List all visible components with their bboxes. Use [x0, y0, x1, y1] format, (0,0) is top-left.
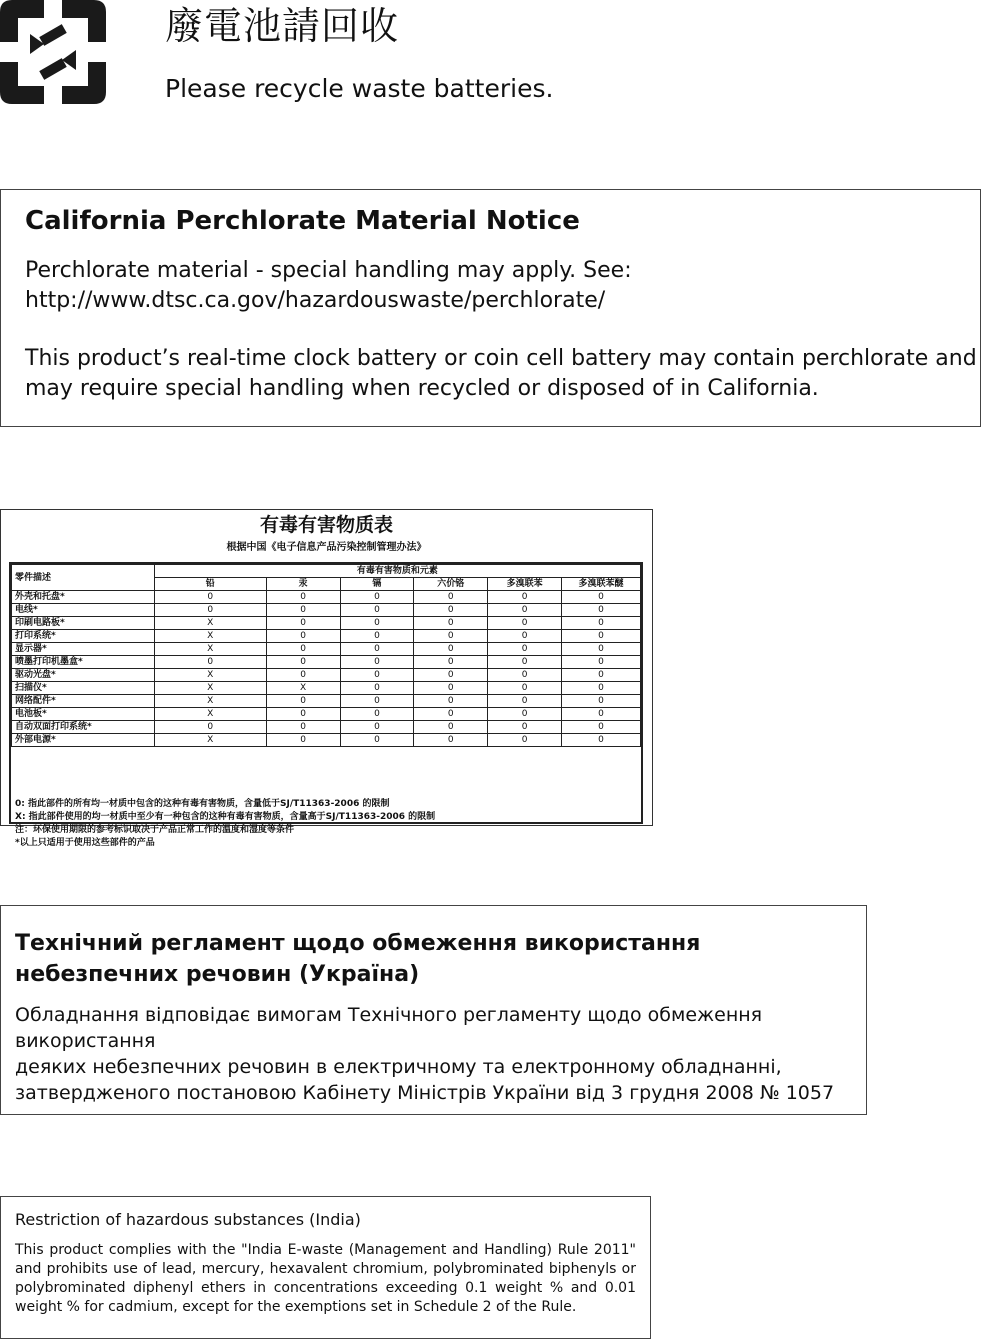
- substance-value-cell: 0: [340, 656, 414, 669]
- substance-value-cell: 0: [154, 591, 266, 604]
- substance-value-cell: 0: [562, 656, 641, 669]
- ukraine-notice-body-line-2: деяких небезпечних речовин в електричному та електронному обладнанні,: [15, 1056, 782, 1078]
- table-row: [12, 695, 641, 708]
- substance-value-cell: 0: [340, 682, 414, 695]
- substance-value-cell: 0: [266, 708, 340, 721]
- substance-value-cell: 0: [414, 682, 488, 695]
- substance-value-cell: X: [154, 695, 266, 708]
- substance-value-cell: 0: [266, 617, 340, 630]
- table-note: X: 指此部件使用的均一材质中至少有一种包含的这种有毒有害物质，含量高于SJ/T11363-2006 的限制: [15, 812, 436, 822]
- substance-value-cell: 0: [340, 721, 414, 734]
- substance-value-cell: 0: [562, 617, 641, 630]
- substance-value-cell: 0: [266, 695, 340, 708]
- substance-value-cell: 0: [414, 617, 488, 630]
- california-perchlorate-notice: [0, 189, 981, 427]
- part-header: 零件描述: [12, 565, 155, 591]
- substance-value-cell: X: [154, 669, 266, 682]
- california-notice-line-3: This product’s real-time clock battery or coin cell battery may contain perchlorate and: [25, 346, 977, 371]
- substance-value-cell: 0: [488, 669, 562, 682]
- battery-recycle-icon: [0, 0, 106, 104]
- substance-value-cell: 0: [154, 604, 266, 617]
- substance-column-header: 多溴联苯醚: [562, 578, 641, 591]
- substance-value-cell: X: [154, 682, 266, 695]
- part-name-cell: 印刷电路板*: [12, 617, 155, 630]
- substance-value-cell: 0: [562, 721, 641, 734]
- india-notice-title: Restriction of hazardous substances (India): [15, 1210, 361, 1229]
- substance-value-cell: 0: [414, 630, 488, 643]
- india-rohs-notice: [0, 1196, 651, 1339]
- china-table-notes: [15, 798, 435, 850]
- part-name-cell: 扫描仪*: [12, 682, 155, 695]
- substance-value-cell: 0: [340, 643, 414, 656]
- substance-value-cell: 0: [414, 656, 488, 669]
- substance-column-header: 铅: [154, 578, 266, 591]
- china-hazardous-substances-table-section: [0, 509, 653, 848]
- table-row: [12, 708, 641, 721]
- ukraine-notice-title-line-2: небезпечних речовин (Україна): [15, 962, 420, 987]
- substance-value-cell: 0: [488, 721, 562, 734]
- substance-value-cell: 0: [562, 604, 641, 617]
- substance-value-cell: 0: [562, 630, 641, 643]
- substance-value-cell: 0: [562, 643, 641, 656]
- substance-value-cell: 0: [340, 669, 414, 682]
- substance-value-cell: 0: [340, 617, 414, 630]
- part-name-cell: 打印系统*: [12, 630, 155, 643]
- substance-value-cell: 0: [266, 656, 340, 669]
- substance-value-cell: 0: [488, 617, 562, 630]
- ukraine-notice-title-line-1: Технічний регламент щодо обмеження використання: [15, 931, 701, 956]
- substance-value-cell: 0: [340, 591, 414, 604]
- ukraine-notice-body-line-1: Обладнання відповідає вимогам Технічного регламенту щодо обмеження використання: [15, 1004, 763, 1052]
- substance-value-cell: 0: [414, 721, 488, 734]
- substance-value-cell: 0: [414, 695, 488, 708]
- table-row: [12, 721, 641, 734]
- substance-value-cell: 0: [340, 604, 414, 617]
- substance-value-cell: 0: [488, 604, 562, 617]
- substance-value-cell: 0: [266, 643, 340, 656]
- substance-value-cell: 0: [488, 708, 562, 721]
- substance-value-cell: 0: [488, 591, 562, 604]
- substance-value-cell: 0: [562, 708, 641, 721]
- china-hazardous-substances-table: [11, 564, 641, 747]
- substance-value-cell: 0: [266, 669, 340, 682]
- substance-value-cell: 0: [340, 630, 414, 643]
- substance-value-cell: 0: [414, 669, 488, 682]
- table-row: [12, 617, 641, 630]
- china-table-frame: [9, 562, 643, 848]
- substance-column-header: 六价铬: [414, 578, 488, 591]
- part-name-cell: 自动双面打印系统*: [12, 721, 155, 734]
- part-name-cell: 喷墨打印机墨盒*: [12, 656, 155, 669]
- table-row: [12, 604, 641, 617]
- battery-recycle-subtitle: Please recycle waste batteries.: [165, 74, 554, 103]
- substance-value-cell: 0: [488, 682, 562, 695]
- part-name-cell: 外壳和托盘*: [12, 591, 155, 604]
- substance-column-header: 汞: [266, 578, 340, 591]
- part-name-cell: 外部电源*: [12, 734, 155, 747]
- table-row: [12, 591, 641, 604]
- california-notice-url: http://www.dtsc.ca.gov/hazardouswaste/perchlorate/: [25, 288, 606, 313]
- part-name-cell: 驱动光盘*: [12, 669, 155, 682]
- substance-value-cell: 0: [414, 591, 488, 604]
- table-note: *以上只适用于使用这些部件的产品: [15, 838, 155, 848]
- substance-value-cell: X: [266, 682, 340, 695]
- substance-value-cell: 0: [562, 669, 641, 682]
- substance-value-cell: 0: [266, 604, 340, 617]
- table-note: 0: 指此部件的所有均一材质中包含的这种有毒有害物质，含量低于SJ/T11363-2006 的限制: [15, 799, 390, 809]
- substance-value-cell: 0: [154, 721, 266, 734]
- substance-value-cell: 0: [414, 643, 488, 656]
- substance-value-cell: X: [154, 630, 266, 643]
- ukraine-notice-body-line-3: затвердженого постановою Кабінету Міністрів України від 3 грудня 2008 № 1057: [15, 1082, 835, 1104]
- substance-value-cell: 0: [154, 656, 266, 669]
- table-row: [12, 669, 641, 682]
- table-row: [12, 630, 641, 643]
- substance-value-cell: 0: [562, 591, 641, 604]
- substance-column-header: 多溴联苯: [488, 578, 562, 591]
- substance-value-cell: 0: [488, 656, 562, 669]
- table-row: [12, 734, 641, 747]
- china-table-subtitle: 根据中国《电子信息产品污染控制管理办法》: [226, 542, 427, 553]
- india-notice-body: This product complies with the "India E-waste (Management and Handling) Rule 2011" and prohibits use of lead, mercury, hexavalent chromium, polybrominated biphenyls or polybrominated diphenyl ethers in concentrations exceeding 0.1 weight % and 0.01 weight % for cadmium, except for the exemptions set in Schedule 2 of the Rule.: [15, 1242, 636, 1315]
- substance-value-cell: 0: [340, 695, 414, 708]
- substance-value-cell: 0: [414, 734, 488, 747]
- substance-value-cell: 0: [414, 708, 488, 721]
- table-row: [12, 656, 641, 669]
- battery-recycle-title: 廢電池請回收: [165, 4, 400, 48]
- substance-value-cell: 0: [414, 604, 488, 617]
- table-row: [12, 682, 641, 695]
- part-name-cell: 网络配件*: [12, 695, 155, 708]
- substance-value-cell: 0: [488, 643, 562, 656]
- part-name-cell: 电池板*: [12, 708, 155, 721]
- substance-column-header: 镉: [340, 578, 414, 591]
- california-notice-line-1: Perchlorate material - special handling may apply. See:: [25, 258, 632, 283]
- substance-value-cell: X: [154, 734, 266, 747]
- substance-value-cell: 0: [488, 734, 562, 747]
- substance-value-cell: 0: [266, 630, 340, 643]
- substance-value-cell: X: [154, 617, 266, 630]
- china-table-title: 有毒有害物质表: [259, 514, 393, 536]
- substance-value-cell: 0: [266, 734, 340, 747]
- ukraine-rohs-notice: [0, 905, 867, 1115]
- table-row: [12, 643, 641, 656]
- substance-value-cell: 0: [562, 695, 641, 708]
- substance-value-cell: 0: [488, 695, 562, 708]
- substance-value-cell: 0: [562, 682, 641, 695]
- part-name-cell: 电线*: [12, 604, 155, 617]
- part-name-cell: 显示器*: [12, 643, 155, 656]
- china-table-body: [12, 591, 641, 747]
- substance-value-cell: X: [154, 708, 266, 721]
- california-notice-line-4: may require special handling when recycled or disposed of in California.: [25, 376, 819, 401]
- table-note: 注：环保使用期限的参考标识取决于产品正常工作的温度和湿度等条件: [15, 825, 295, 835]
- substance-value-cell: X: [154, 643, 266, 656]
- substance-value-cell: 0: [266, 591, 340, 604]
- california-notice-title: California Perchlorate Material Notice: [25, 206, 580, 236]
- substance-value-cell: 0: [562, 734, 641, 747]
- substance-value-cell: 0: [488, 630, 562, 643]
- substance-value-cell: 0: [340, 708, 414, 721]
- substance-value-cell: 0: [266, 721, 340, 734]
- substance-value-cell: 0: [340, 734, 414, 747]
- substance-group-header: 有毒有害物质和元素: [154, 565, 640, 578]
